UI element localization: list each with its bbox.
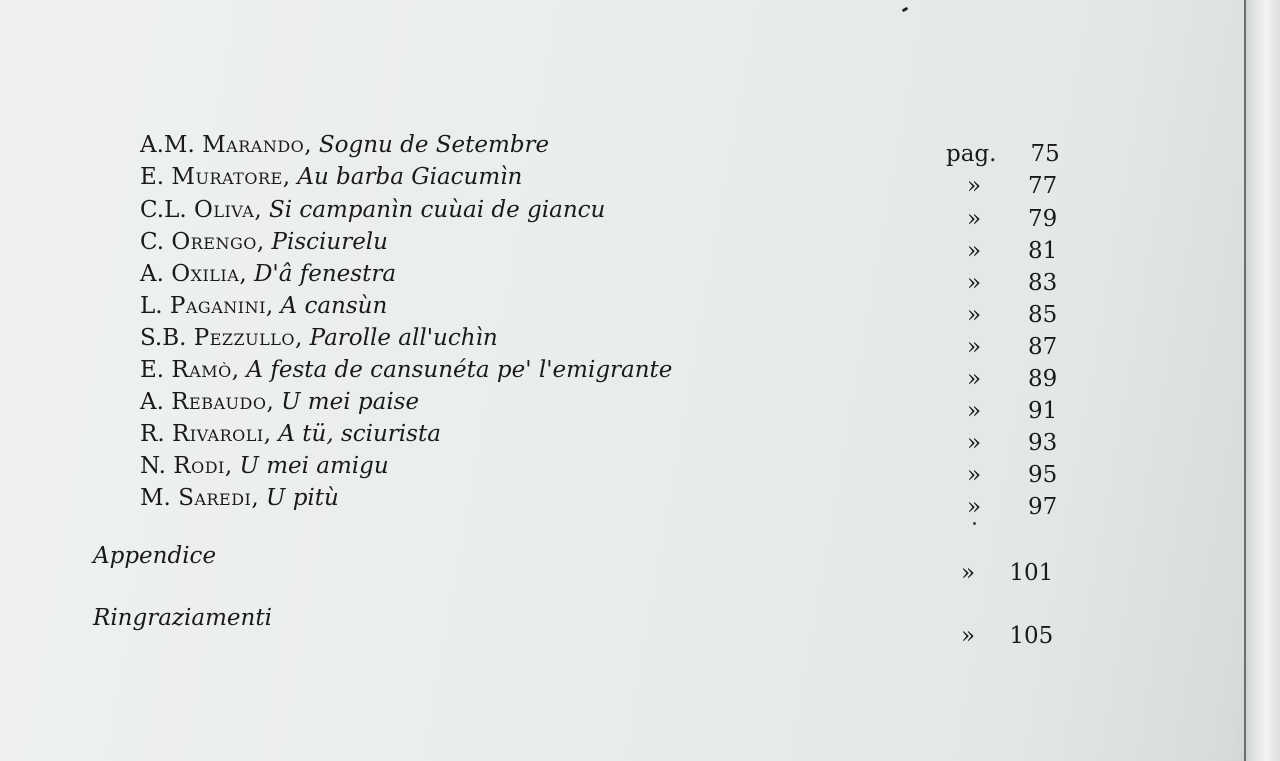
page-marker: » — [966, 334, 982, 360]
toc-entry: E. Ramò, A festa de cansunéta pe' l'emigrante — [140, 357, 673, 383]
author-initials: R. — [140, 421, 165, 447]
page-number: 85 — [1028, 302, 1058, 328]
author-initials: L. — [140, 293, 163, 319]
toc-entry: C. Orengo, Pisciurelu — [140, 229, 388, 255]
page-reference — [964, 172, 1057, 200]
author-surname: Oliva — [194, 197, 255, 223]
author-initials: A.M. — [140, 132, 195, 158]
page-marker: » — [966, 206, 982, 232]
page-number: 81 — [1028, 238, 1058, 264]
poem-title: U pitù — [266, 485, 339, 511]
toc-extra-entry: Ringraziamenti — [93, 605, 272, 631]
page-marker: » — [960, 560, 976, 586]
poem-title: U mei paise — [281, 389, 420, 415]
page-number: 75 — [1030, 141, 1060, 167]
author-surname: Rivaroli — [171, 421, 264, 447]
author-surname: Ramò — [171, 357, 232, 383]
toc-entry: C.L. Oliva, Si campanìn cuùai de giancu — [140, 197, 606, 223]
toc-entry: R. Rivaroli, A tü, sciurista — [140, 421, 441, 447]
page-reference — [964, 461, 1057, 489]
page-number: 87 — [1028, 334, 1058, 360]
author-surname: Rodi — [173, 453, 225, 479]
page-number: 93 — [1028, 430, 1058, 456]
page-number: 83 — [1028, 270, 1058, 296]
page-marker: » — [966, 398, 982, 424]
page-reference — [964, 237, 1057, 265]
toc-entry: N. Rodi, U mei amigu — [140, 453, 389, 479]
page-reference — [964, 205, 1057, 233]
page-number: 79 — [1028, 206, 1058, 232]
page-reference — [958, 559, 1053, 587]
page-marker: » — [966, 302, 982, 328]
page-number: 77 — [1028, 173, 1058, 199]
author-surname: Saredi — [178, 485, 252, 511]
author-initials: E. — [140, 357, 165, 383]
author-surname: Orengo — [171, 229, 257, 255]
author-initials: C. — [140, 229, 165, 255]
page-marker: » — [966, 430, 982, 456]
poem-title: A cansùn — [280, 293, 388, 319]
page-marker: pag. — [946, 141, 997, 167]
page-number: 97 — [1028, 494, 1058, 520]
page-marker: » — [966, 270, 982, 296]
page-marker: » — [966, 494, 982, 520]
page-reference — [964, 333, 1057, 361]
page-edge — [1244, 0, 1280, 761]
author-initials: E. — [140, 164, 165, 190]
page-marker: » — [966, 238, 982, 264]
toc-entry: A. Oxilia, D'â fenestra — [140, 261, 397, 287]
toc-entry: E. Muratore, Au barba Giacumìn — [140, 164, 523, 190]
page-reference — [964, 429, 1057, 457]
author-surname: Pezzullo — [193, 325, 296, 351]
page-marker: » — [960, 623, 976, 649]
ink-dot — [973, 522, 976, 525]
page-reference — [964, 365, 1057, 393]
page-reference — [964, 301, 1057, 329]
poem-title: Si campanìn cuùai de giancu — [268, 197, 606, 223]
poem-title: A festa de cansunéta pe' l'emigrante — [246, 357, 673, 383]
toc-entry: S.B. Pezzullo, Parolle all'uchìn — [140, 325, 498, 351]
author-surname: Marando — [202, 132, 305, 158]
author-initials: A. — [140, 261, 164, 287]
page-marker: » — [966, 173, 982, 199]
author-initials: C.L. — [140, 197, 187, 223]
toc-extra-entry: Appendice — [93, 543, 217, 569]
poem-title: Parolle all'uchìn — [309, 325, 498, 351]
poem-title: A tü, sciurista — [278, 421, 441, 447]
poem-title: D'â fenestra — [253, 261, 397, 287]
page-marker: » — [966, 462, 982, 488]
page-reference — [964, 269, 1057, 297]
poem-title: Sognu de Setembre — [318, 132, 550, 158]
author-surname: Paganini — [169, 293, 266, 319]
page-reference — [958, 622, 1053, 650]
toc-entry: A. Rebaudo, U mei paise — [140, 389, 420, 415]
toc-entry: A.M. Marando, Sognu de Setembre — [140, 132, 550, 158]
page-number: 89 — [1028, 366, 1058, 392]
ink-speck — [902, 7, 909, 13]
author-surname: Oxilia — [171, 261, 240, 287]
author-surname: Rebaudo — [171, 389, 267, 415]
page-number: 95 — [1028, 462, 1058, 488]
poem-title: U mei amigu — [239, 453, 389, 479]
page-reference — [964, 493, 1057, 521]
toc-entry: M. Saredi, U pitù — [140, 485, 339, 511]
toc-entry: L. Paganini, A cansùn — [140, 293, 388, 319]
page-reference — [946, 140, 1060, 168]
author-surname: Muratore — [171, 164, 283, 190]
page-number: 105 — [1009, 623, 1054, 649]
page-number: 91 — [1028, 398, 1058, 424]
poem-title: Au barba Giacumìn — [297, 164, 523, 190]
page-number: 101 — [1009, 560, 1054, 586]
author-initials: N. — [140, 453, 166, 479]
author-initials: S.B. — [140, 325, 187, 351]
author-initials: A. — [140, 389, 164, 415]
poem-title: Pisciurelu — [271, 229, 388, 255]
page-reference — [964, 397, 1057, 425]
page-marker: » — [966, 366, 982, 392]
author-initials: M. — [140, 485, 171, 511]
